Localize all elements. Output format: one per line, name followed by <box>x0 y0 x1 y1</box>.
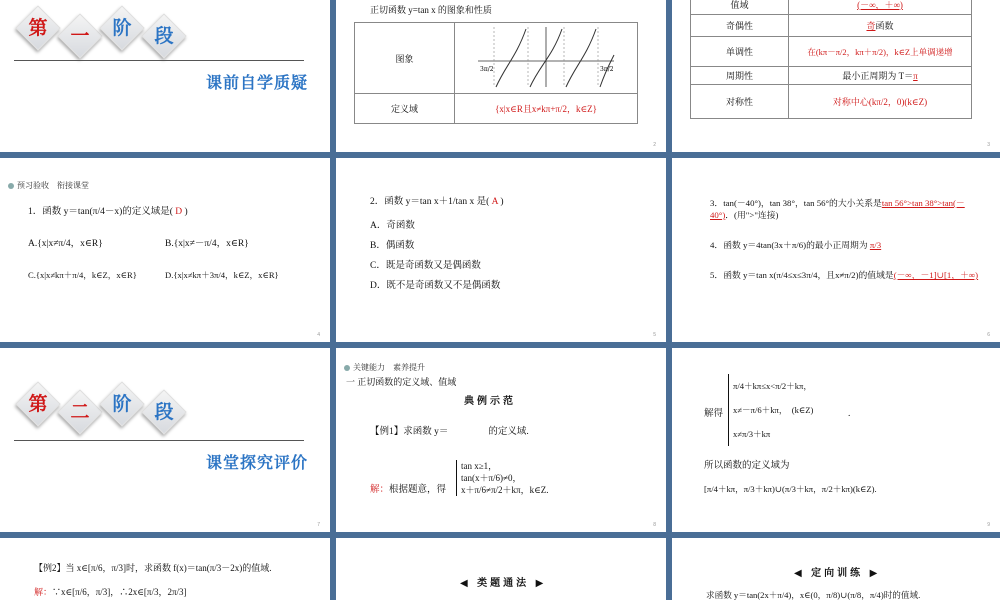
slide-stage-one[interactable] <box>0 0 330 152</box>
answer: D <box>175 207 183 217</box>
slide-tan-graph[interactable] <box>336 0 666 152</box>
option-c: C.{x|x≠kπ＋π/4，k∈Z，x∈R} <box>28 270 137 280</box>
parity-value: 奇 <box>866 21 876 31</box>
option-d: D．既不是奇函数又不是偶函数 <box>370 281 501 291</box>
option-a: A．奇函数 <box>370 221 415 231</box>
row-label: 图象 <box>355 23 455 94</box>
slide-example-1[interactable] <box>336 348 666 532</box>
answer: π/3 <box>869 240 882 250</box>
page-number: 3 <box>987 142 990 148</box>
page-number: 2 <box>653 142 656 148</box>
svg-text:3π/2: 3π/2 <box>480 66 494 73</box>
divider <box>14 440 304 441</box>
stage-badge <box>12 10 202 48</box>
example-2: 【例2】当 x∈[π/6，π/3]时，求函数 f(x)＝tan(π/3－2x)的值域. <box>34 563 272 573</box>
page-number: 7 <box>317 522 320 528</box>
range-value: (－∞，＋∞) <box>789 0 972 15</box>
divider <box>14 60 304 61</box>
page-number: 4 <box>317 332 320 338</box>
domain-value: {x|x∈R且x≠kπ+π/2，k∈Z} <box>455 94 638 124</box>
answer: tan 56°>tan 38°>tan(－40°) <box>710 198 965 220</box>
row-label: 对称性 <box>691 85 789 119</box>
page-number: 5 <box>653 332 656 338</box>
property-table-2: 值域 (－∞，＋∞) 奇偶性 奇函数 单调性 在(kπ－π/2，kπ＋π/2)，k∈Z上单调递增 周期性 最小正周期为 T＝π 对称性 对称中心(kπ/2，0)(k∈Z) <box>690 0 972 119</box>
row-label: 值域 <box>691 0 789 15</box>
period-value: π <box>913 71 918 81</box>
slide-properties[interactable] <box>672 0 1000 152</box>
slide-heading: 正切函数 y=tan x 的图象和性质 <box>370 5 492 15</box>
slide-preview-q2[interactable] <box>336 158 666 342</box>
row-label: 定义域 <box>355 94 455 124</box>
question-1: 1．函数 y＝tan(π/4－x)的定义域是( D ) <box>28 207 188 217</box>
row-label: 奇偶性 <box>691 15 789 37</box>
page-number: 6 <box>987 332 990 338</box>
row-label: 单调性 <box>691 37 789 67</box>
solution-system: π/4＋kπ≤x<π/2＋kπ， x≠－π/6＋kπ， (k∈Z) x≠π/3＋kπ <box>728 374 813 446</box>
practice-question: 求函数 y＝tan(2x＋π/4)，x∈(0，π/8)∪(π/8，π/4)时的值域. <box>706 590 921 600</box>
section-title: ◀ 定向训练 ▶ <box>794 568 881 579</box>
condition-system: tan x≥1， tan(x＋π/6)≠0， x＋π/6≠π/2＋kπ，k∈Z. <box>456 460 548 496</box>
sub-heading: 一 正切函数的定义域、值域 <box>346 377 457 387</box>
section-ribbon: 关键能力 素养提升 <box>336 362 666 374</box>
symmetry-value: 对称中心(kπ/2，0)(k∈Z) <box>789 85 972 119</box>
section-ribbon: 预习验收 衔接课堂 <box>0 180 330 192</box>
badge-char: 第 <box>28 17 48 39</box>
conclusion: 所以函数的定义域为 <box>704 461 790 471</box>
question-4: 4．函数 y＝4tan(3x＋π/6)的最小正周期为 π/3 <box>710 240 882 250</box>
solution: 解：∵x∈[π/6，π/3]，∴2x∈[π/3，2π/3] <box>34 587 187 597</box>
slide-stage-two[interactable] <box>0 348 330 532</box>
tan-graph <box>476 25 616 89</box>
slide-preview-q3-5[interactable] <box>672 158 1000 342</box>
option-b: B.{x|x≠－π/4，x∈R} <box>165 239 249 249</box>
badge-char: 阶 <box>112 17 132 39</box>
row-label: 周期性 <box>691 67 789 85</box>
badge-char: 一 <box>70 25 90 47</box>
domain-answer: [π/4＋kπ，π/3＋kπ)∪(π/3＋kπ，π/2＋kπ)(k∈Z). <box>704 484 877 494</box>
page-number: 9 <box>987 522 990 528</box>
badge-char: 段 <box>154 25 174 47</box>
slide-example-1-solution[interactable]: 解得 π/4＋kπ≤x<π/2＋kπ， x≠－π/6＋kπ， (k∈Z) x≠π/3＋kπ . 所以函数的定义域为 [π/4＋kπ，π/3＋kπ)∪(π/3＋kπ，π/2＋kπ)(k∈Z). 9 <box>672 348 1000 532</box>
page-number: 8 <box>653 522 656 528</box>
property-table <box>354 22 638 124</box>
section-title: ◀ 类题通法 ▶ <box>460 578 547 589</box>
question-2: 2．函数 y＝tan x＋1/tan x 是( A ) <box>370 197 504 207</box>
answer: A <box>491 197 498 207</box>
option-c: C．既是奇函数又是偶函数 <box>370 261 481 271</box>
slide-preview-q1[interactable] <box>0 158 330 342</box>
option-a: A.{x|x≠π/4，x∈R} <box>28 239 103 249</box>
solve-label: 解得 <box>704 409 724 419</box>
question-3: 3．tan(－40°)，tan 38°，tan 56°的大小关系是tan 56°>tan 38°>tan(－40°)．(用">"连接) <box>710 198 965 220</box>
monotonic-value: 在(kπ－π/2，kπ＋π/2)，k∈Z上单调递增 <box>789 37 972 67</box>
tan-graph-cell <box>455 23 638 94</box>
answer: (－∞，－1]∪[1，＋∞) <box>893 270 979 280</box>
slide-practice[interactable] <box>672 538 1000 600</box>
example-1: 【例1】求函数 y＝ 的定义域. <box>370 427 529 437</box>
stage-title: 课前自学质疑 <box>205 73 308 92</box>
option-d: D.{x|x≠kπ＋3π/4，k∈Z，x∈R} <box>165 270 279 280</box>
solution: 解：根据题意，得 <box>370 485 447 495</box>
svg-text:3π/2: 3π/2 <box>600 66 614 73</box>
slide-methods[interactable] <box>336 538 666 600</box>
option-b: B．偶函数 <box>370 241 415 251</box>
slide-example-2[interactable] <box>0 538 330 600</box>
question-5: 5．函数 y＝tan x(π/4≤x≤3π/4，且x≠π/2)的值域是(－∞，－1]∪[1，＋∞) <box>710 270 979 280</box>
stage-badge: 第 二 阶 段 <box>12 386 202 424</box>
section-title: 典例示范 <box>464 396 516 407</box>
stage-title: 课堂探究评价 <box>205 453 308 472</box>
